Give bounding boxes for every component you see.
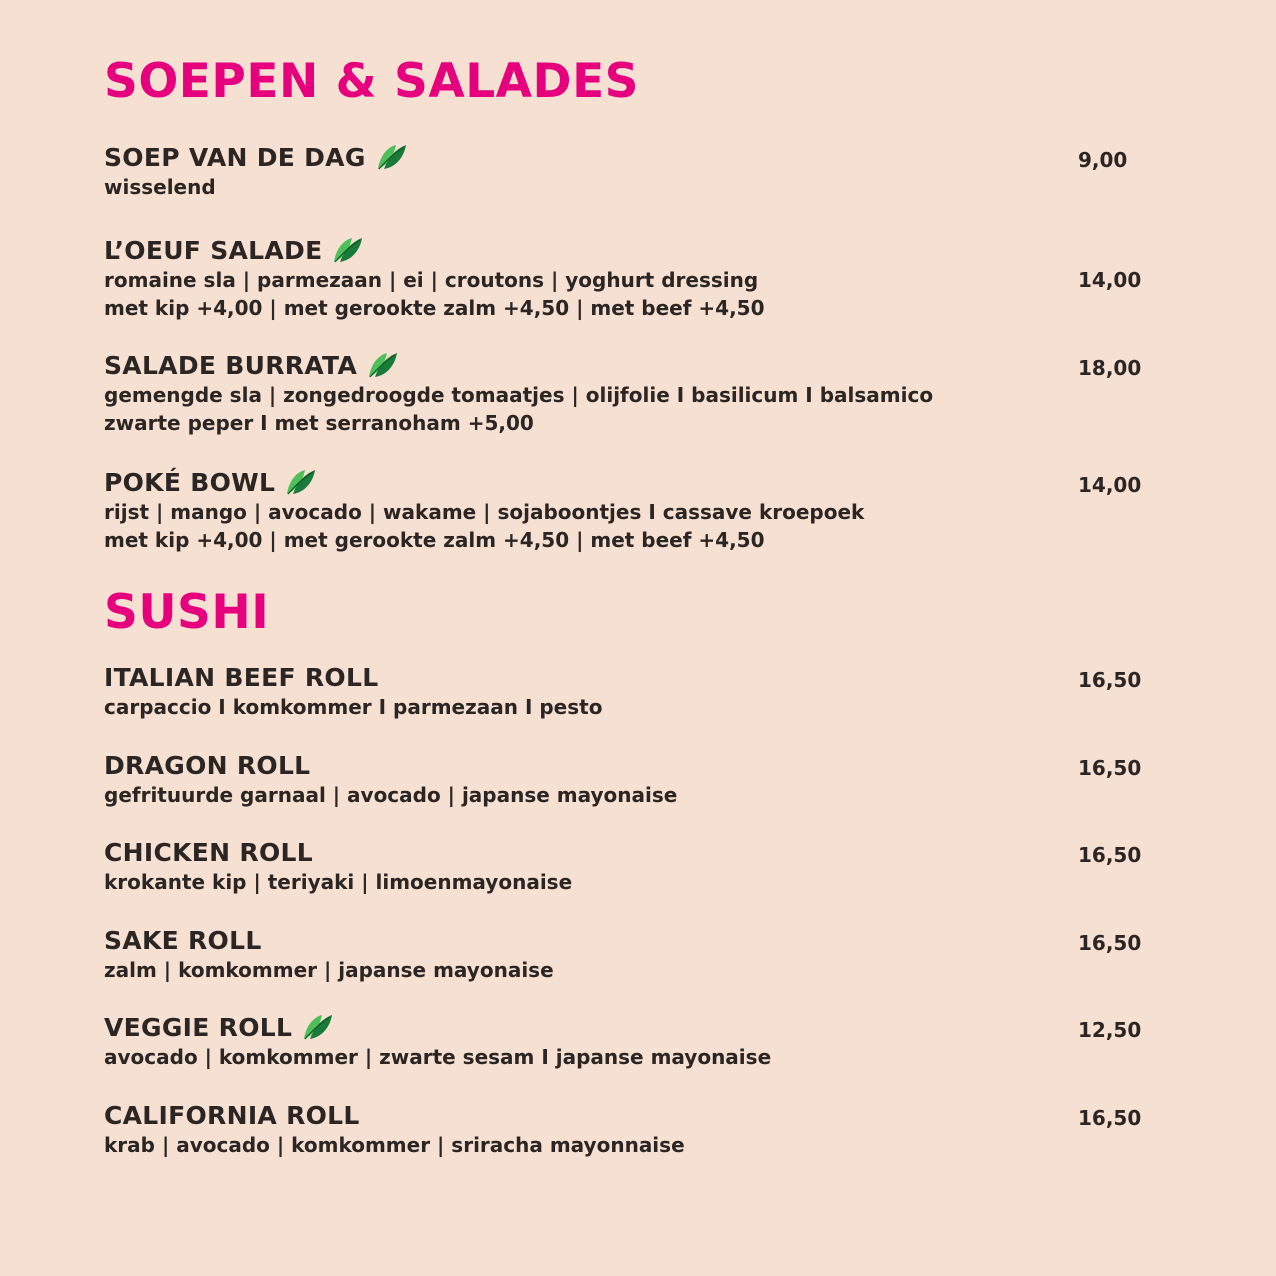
- item-name: ITALIAN BEEF ROLL: [104, 663, 379, 692]
- item-price: 16,50: [1078, 668, 1142, 692]
- section-title-soepen-salades: SOEPEN & SALADES: [104, 54, 640, 109]
- item-name-row: [104, 468, 1164, 498]
- section-title-sushi: SUSHI: [104, 585, 270, 640]
- item-name: L’OEUF SALADE: [104, 236, 323, 265]
- item-price: 18,00: [1078, 356, 1142, 380]
- item-desc-line: romaine sla | parmezaan | ei | croutons | yoghurt dressing: [104, 268, 759, 292]
- menu-item-chicken-roll: [104, 838, 1164, 896]
- item-name: CALIFORNIA ROLL: [104, 1101, 360, 1130]
- item-name-row: [104, 351, 1164, 381]
- menu-item-italian-beef-roll: [104, 663, 1164, 721]
- item-name-row: [104, 751, 1164, 781]
- menu-item-dragon-roll: [104, 751, 1164, 809]
- menu-item-salade-burrata: [104, 351, 1164, 437]
- item-desc-line: rijst | mango | avocado | wakame | sojaboontjes I cassave kroepoek: [104, 500, 865, 524]
- item-desc-line: met kip +4,00 | met gerookte zalm +4,50 | met beef +4,50: [104, 528, 765, 552]
- item-name: DRAGON ROLL: [104, 751, 311, 780]
- menu-item-poke-bowl: [104, 468, 1164, 554]
- item-name: SOEP VAN DE DAG: [104, 143, 366, 172]
- menu-item-soep-van-de-dag: [104, 143, 1164, 201]
- item-name-row: [104, 663, 1164, 693]
- menu-item-sake-roll: [104, 926, 1164, 984]
- item-desc-line: avocado | komkommer | zwarte sesam I japanse mayonaise: [104, 1045, 772, 1069]
- leaf-icon: [367, 349, 399, 379]
- item-name-row: [104, 236, 1164, 266]
- item-desc-line: met kip +4,00 | met gerookte zalm +4,50 | met beef +4,50: [104, 296, 765, 320]
- item-name-row: [104, 143, 1164, 173]
- leaf-icon: [285, 466, 317, 496]
- item-name: VEGGIE ROLL: [104, 1013, 293, 1042]
- item-desc-line: carpaccio I komkommer I parmezaan I pesto: [104, 695, 603, 719]
- leaf-icon: [332, 234, 364, 264]
- item-name: SAKE ROLL: [104, 926, 262, 955]
- item-desc-line: gemengde sla | zongedroogde tomaatjes | olijfolie I basilicum I balsamico: [104, 383, 934, 407]
- menu-item-california-roll: [104, 1101, 1164, 1159]
- item-name-row: [104, 926, 1164, 956]
- item-desc-line: zwarte peper I met serranoham +5,00: [104, 411, 534, 435]
- item-desc-line: zalm | komkommer | japanse mayonaise: [104, 958, 554, 982]
- item-name: SALADE BURRATA: [104, 351, 358, 380]
- item-desc-line: krab | avocado | komkommer | sriracha mayonnaise: [104, 1133, 685, 1157]
- item-desc-line: krokante kip | teriyaki | limoenmayonaise: [104, 870, 573, 894]
- item-price: 16,50: [1078, 843, 1142, 867]
- item-name: CHICKEN ROLL: [104, 838, 313, 867]
- item-price: 14,00: [1078, 268, 1142, 292]
- item-price: 16,50: [1078, 756, 1142, 780]
- menu-item-loeuf-salade: [104, 236, 1164, 322]
- leaf-icon: [376, 141, 408, 171]
- item-name: POKÉ BOWL: [104, 468, 276, 497]
- item-price: 16,50: [1078, 1106, 1142, 1130]
- leaf-icon: [302, 1011, 334, 1041]
- item-desc-line: gefrituurde garnaal | avocado | japanse mayonaise: [104, 783, 678, 807]
- item-desc-line: wisselend: [104, 175, 216, 199]
- item-name-row: [104, 1013, 1164, 1043]
- menu-item-veggie-roll: [104, 1013, 1164, 1071]
- item-price: 9,00: [1078, 148, 1128, 172]
- item-name-row: [104, 838, 1164, 868]
- item-price: 12,50: [1078, 1018, 1142, 1042]
- item-price: 14,00: [1078, 473, 1142, 497]
- item-name-row: [104, 1101, 1164, 1131]
- item-price: 16,50: [1078, 931, 1142, 955]
